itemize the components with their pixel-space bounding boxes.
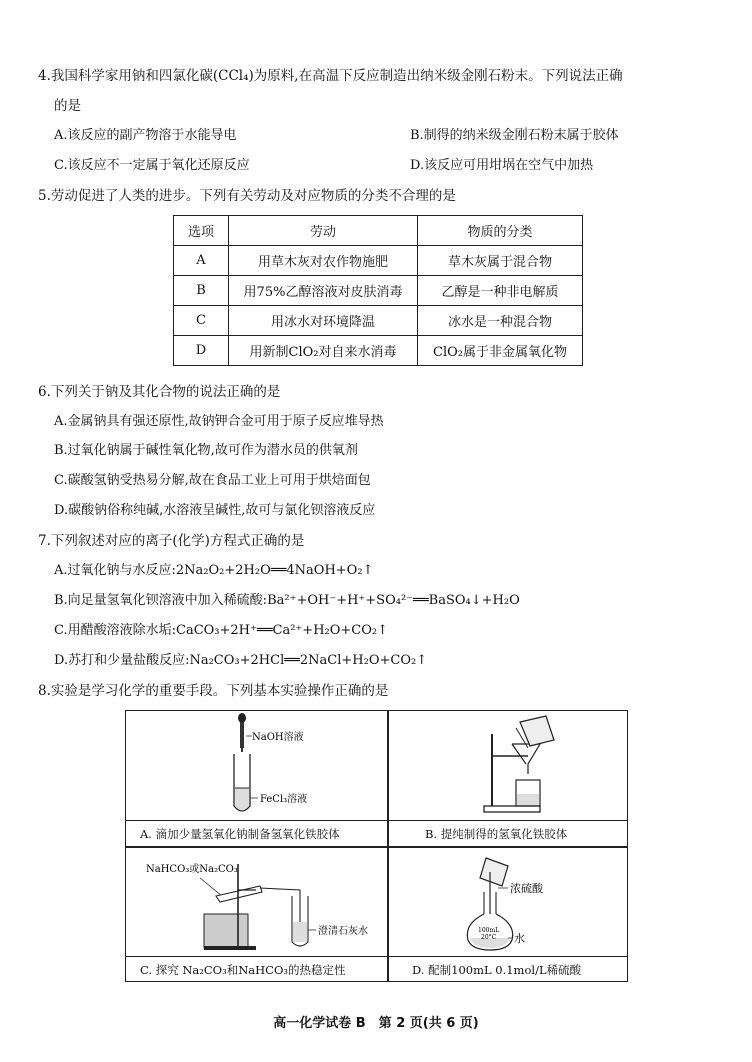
table-cell: ClO₂属于非金属氧化物: [418, 336, 583, 366]
table-cell: A: [174, 246, 229, 276]
q5-table: [173, 215, 583, 366]
panel-b-illustration: [450, 714, 570, 816]
dropper-bulb: [238, 713, 246, 723]
table-cell: B: [174, 276, 229, 306]
table-row: [174, 336, 583, 366]
heating-tube: [216, 886, 262, 902]
q7-option-a: A.过氧化钠与水反应:2Na₂O₂+2H₂O══4NaOH+O₂↑: [54, 563, 374, 578]
flask-temp-text: 20°C: [481, 934, 497, 941]
panel-c-illustration: [140, 856, 380, 956]
q4-stem-line2: 的是: [54, 98, 81, 114]
naoh-label: NaOH溶液: [252, 732, 304, 743]
funnel: [512, 744, 540, 774]
q8-caption-b: B. 提纯制得的氢氧化铁胶体: [425, 827, 568, 841]
q6-option-c: C.碳酸氢钠受热易分解,故在食品工业上可用于烘焙面包: [54, 473, 371, 488]
table-cell: 冰水是一种混合物: [418, 306, 583, 336]
table-cell: D: [174, 336, 229, 366]
panel-a-illustration: [200, 712, 330, 818]
q6-option-d: D.碳酸钠俗称纯碱,水溶液呈碱性,故可与氯化钡溶液反应: [54, 503, 376, 518]
table-row: [174, 246, 583, 276]
fecl3-label: FeCl₃溶液: [260, 794, 308, 805]
q4-option-d: D.该反应可用坩埚在空气中加热: [410, 158, 594, 173]
q8-stem: 8.实验是学习化学的重要手段。下列基本实验操作正确的是: [38, 683, 389, 699]
block: [204, 914, 248, 948]
q8-caption-c: C. 探究 Na₂CO₃和NaHCO₃的热稳定性: [140, 963, 346, 977]
q7-stem: 7.下列叙述对应的离子(化学)方程式正确的是: [38, 533, 305, 549]
table-cell: C: [174, 306, 229, 336]
table-cell: 草木灰属于混合物: [418, 246, 583, 276]
q6-option-b: B.过氧化钠属于碱性氧化物,故可作为潜水员的供氧剂: [54, 443, 358, 458]
q4-option-a: A.该反应的副产物溶于水能导电: [54, 128, 237, 143]
page-footer: 高一化学试卷 B 第 2 页(共 6 页): [273, 1016, 479, 1031]
table-cell: 用冰水对环境降温: [229, 306, 418, 336]
table-row: [174, 276, 583, 306]
table-cell: 用75%乙醇溶液对皮肤消毒: [229, 276, 418, 306]
table-header: 物质的分类: [418, 216, 583, 246]
q4-option-b: B.制得的纳米级金刚石粉末属于胶体: [410, 128, 619, 143]
conc-h2so4-label: 浓硫酸: [510, 882, 543, 895]
q6-option-a: A.金属钠具有强还原性,故钠钾合金可用于原子反应堆导热: [54, 414, 384, 429]
caption-divider-top: [125, 820, 628, 821]
caption-divider-bottom: [125, 956, 628, 957]
nahco3-label: NaHCO₃或Na₂CO₃: [146, 864, 238, 875]
limewater-label: 澄清石灰水: [318, 926, 368, 937]
beaker-pouring: [520, 716, 554, 746]
q4-stem-line1: 4.我国科学家用钠和四氯化碳(CCl₄)为原料,在高温下反应制造出纳米级金刚石粉末。下列说法正确: [38, 68, 623, 84]
panel-d-illustration: [450, 852, 590, 956]
q8-caption-a: A. 滴加少量氢氧化钠制备氢氧化铁胶体: [140, 827, 340, 841]
water-label: 水: [514, 932, 525, 945]
dropper-tube: [240, 722, 244, 748]
table-cell: 乙醇是一种非电解质: [418, 276, 583, 306]
q7-option-d: D.苏打和少量盐酸反应:Na₂CO₃+2HCl══2NaCl+H₂O+CO₂↑: [54, 653, 428, 668]
grid-divider-horizontal: [125, 846, 628, 848]
beaker-pouring-d: [480, 858, 508, 886]
q5-stem: 5.劳动促进了人类的进步。下列有关劳动及对应物质的分类不合理的是: [38, 188, 456, 204]
stand-base: [484, 806, 540, 812]
table-header: 选项: [174, 216, 229, 246]
flask-volume-text: 100mL: [478, 927, 500, 934]
q7-option-b: B.向足量氢氧化钡溶液中加入稀硫酸:Ba²⁺+OH⁻+H⁺+SO₄²⁻══BaSO₄↓+H₂O: [54, 593, 520, 608]
q6-stem: 6.下列关于钠及其化合物的说法正确的是: [38, 384, 281, 400]
q7-option-c: C.用醋酸溶液除水垢:CaCO₃+2H⁺══Ca²⁺+H₂O+CO₂↑: [54, 623, 388, 638]
table-cell: 用新制ClO₂对自来水消毒: [229, 336, 418, 366]
table-header-row: [174, 216, 583, 246]
q8-caption-d: D. 配制100mL 0.1mol/L稀硫酸: [412, 963, 582, 977]
table-row: [174, 306, 583, 336]
table-cell: 用草木灰对农作物施肥: [229, 246, 418, 276]
q4-option-c: C.该反应不一定属于氧化还原反应: [54, 158, 250, 173]
table-header: 劳动: [229, 216, 418, 246]
